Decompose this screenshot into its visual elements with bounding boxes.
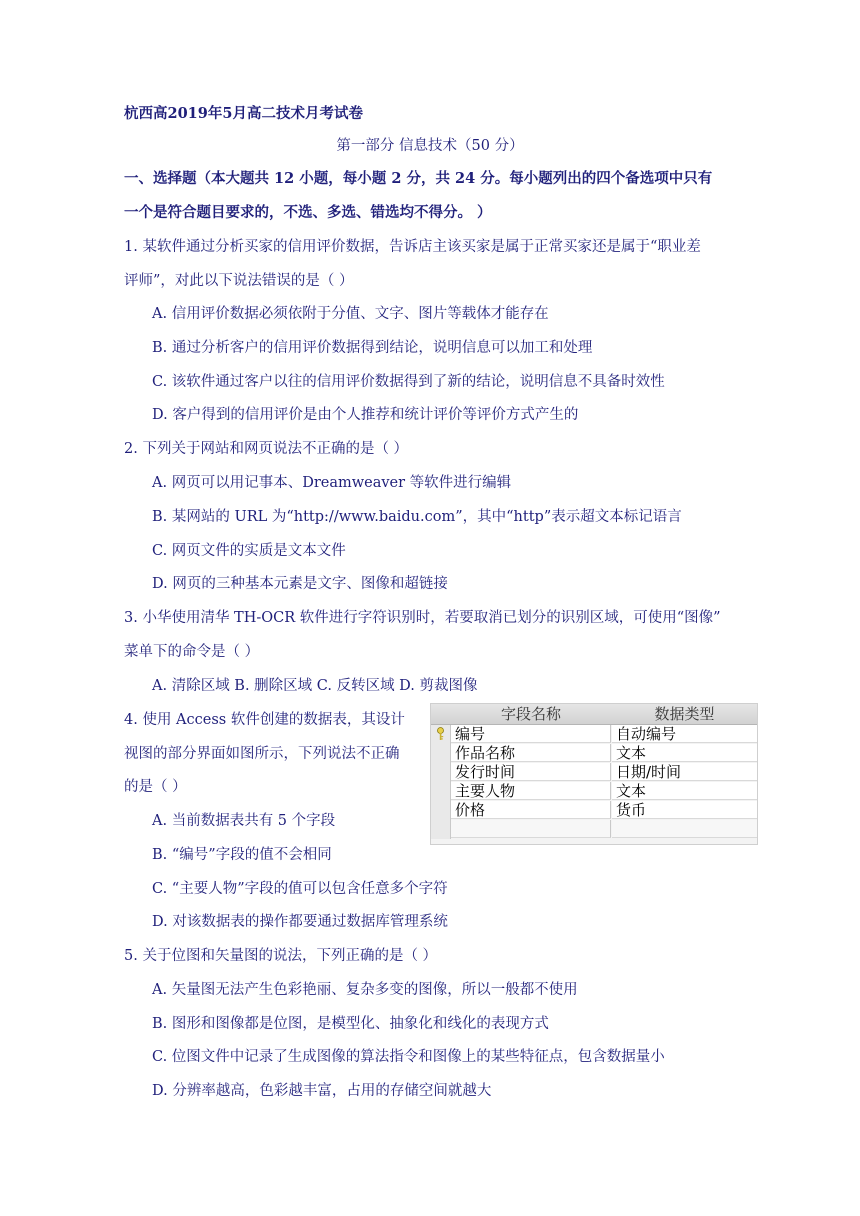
- field-name-cell: 作品名称: [451, 744, 611, 762]
- table-row: [431, 782, 757, 801]
- table-header-row: [431, 704, 757, 725]
- field-name-cell: 发行时间: [451, 763, 611, 781]
- data-type-cell: 文本: [612, 744, 757, 762]
- question-2-stem: 2. 下列关于网站和网页说法不正确的是（ ）: [124, 441, 409, 457]
- data-type-cell: 文本: [612, 782, 757, 800]
- question-2-option-b: B. 某网站的 URL 为“http://www.baidu.com”，其中“http”表示超文本标记语言: [152, 509, 682, 525]
- section-instructions-line-1: 一、选择题（本大题共 12 小题，每小题 2 分，共 24 分。每小题列出的四个备选项中只有: [124, 170, 713, 187]
- question-4-stem-line-3: 的是（ ）: [124, 779, 187, 795]
- empty-cell: [451, 820, 611, 838]
- row-selector: [431, 820, 451, 839]
- question-3-options: A. 清除区域 B. 删除区域 C. 反转区域 D. 剪裁图像: [152, 678, 478, 694]
- data-type-cell: 日期/时间: [612, 763, 757, 781]
- question-5-stem: 5. 关于位图和矢量图的说法，下列正确的是（ ）: [124, 948, 438, 964]
- question-5-option-c: C. 位图文件中记录了生成图像的算法指令和图像上的某些特征点，包含数据量小: [152, 1049, 665, 1065]
- row-selector: [431, 801, 451, 820]
- section-instructions-line-2: 一个是符合题目要求的，不选、多选、错选均不得分。 ）: [124, 204, 492, 221]
- question-4-option-b: B. “编号”字段的值不会相同: [152, 847, 332, 863]
- table-row: [431, 744, 757, 763]
- exam-title: 杭西高2019年5月高二技术月考试卷: [124, 105, 363, 122]
- question-3-stem-line-2: 菜单下的命令是（ ）: [124, 644, 260, 660]
- field-name-cell: 主要人物: [451, 782, 611, 800]
- data-type-cell: 货币: [612, 801, 757, 819]
- question-1-stem-line-2: 评师”，对此以下说法错误的是（ ）: [124, 273, 354, 289]
- question-4-option-a: A. 当前数据表共有 5 个字段: [152, 813, 336, 829]
- access-design-view-table: [430, 703, 758, 845]
- question-2-option-a: A. 网页可以用记事本、Dreamweaver 等软件进行编辑: [152, 475, 512, 491]
- row-selector: [431, 744, 451, 763]
- row-selector: [431, 782, 451, 801]
- primary-key-icon: [436, 727, 445, 741]
- column-header-field-name: 字段名称: [500, 705, 561, 723]
- part-heading: 第一部分 信息技术（50 分）: [336, 138, 524, 154]
- table-row-empty: [431, 820, 757, 839]
- empty-cell: [612, 820, 757, 838]
- table-row: [431, 801, 757, 820]
- question-2-option-d: D. 网页的三种基本元素是文字、图像和超链接: [152, 576, 448, 592]
- question-1-option-b: B. 通过分析客户的信用评价数据得到结论，说明信息可以加工和处理: [152, 340, 593, 356]
- column-header-data-type: 数据类型: [654, 705, 715, 723]
- question-2-option-c: C. 网页文件的实质是文本文件: [152, 543, 346, 559]
- question-5-option-b: B. 图形和图像都是位图，是模型化、抽象化和线化的表现方式: [152, 1016, 549, 1032]
- field-name-cell: 价格: [451, 801, 611, 819]
- field-name-cell: 编号: [451, 725, 611, 743]
- question-4-option-d: D. 对该数据表的操作都要通过数据库管理系统: [152, 914, 448, 930]
- question-4-stem-line-2: 视图的部分界面如图所示，下列说法不正确: [124, 746, 400, 762]
- question-1-option-c: C. 该软件通过客户以往的信用评价数据得到了新的结论，说明信息不具备时效性: [152, 374, 665, 390]
- row-selector: [431, 725, 451, 744]
- table-row: [431, 725, 757, 744]
- question-3-stem-line-1: 3. 小华使用清华 TH-OCR 软件进行字符识别时，若要取消已划分的识别区域，可使用“图像”: [124, 610, 721, 626]
- question-1-option-a: A. 信用评价数据必须依附于分值、文字、图片等载体才能存在: [152, 306, 549, 322]
- question-5-option-d: D. 分辨率越高，色彩越丰富，占用的存储空间就越大: [152, 1083, 492, 1099]
- data-type-cell: 自动编号: [612, 725, 757, 743]
- question-1-option-d: D. 客户得到的信用评价是由个人推荐和统计评价等评价方式产生的: [152, 407, 579, 423]
- table-row: [431, 763, 757, 782]
- question-4-option-c: C. “主要人物”字段的值可以包含任意多个字符: [152, 881, 448, 897]
- row-selector: [431, 763, 451, 782]
- question-4-stem-line-1: 4. 使用 Access 软件创建的数据表，其设计: [124, 712, 405, 728]
- question-1-stem-line-1: 1. 某软件通过分析买家的信用评价数据，告诉店主该买家是属于正常买家还是属于“职业差: [124, 239, 701, 255]
- question-5-option-a: A. 矢量图无法产生色彩艳丽、复杂多变的图像，所以一般都不使用: [152, 982, 578, 998]
